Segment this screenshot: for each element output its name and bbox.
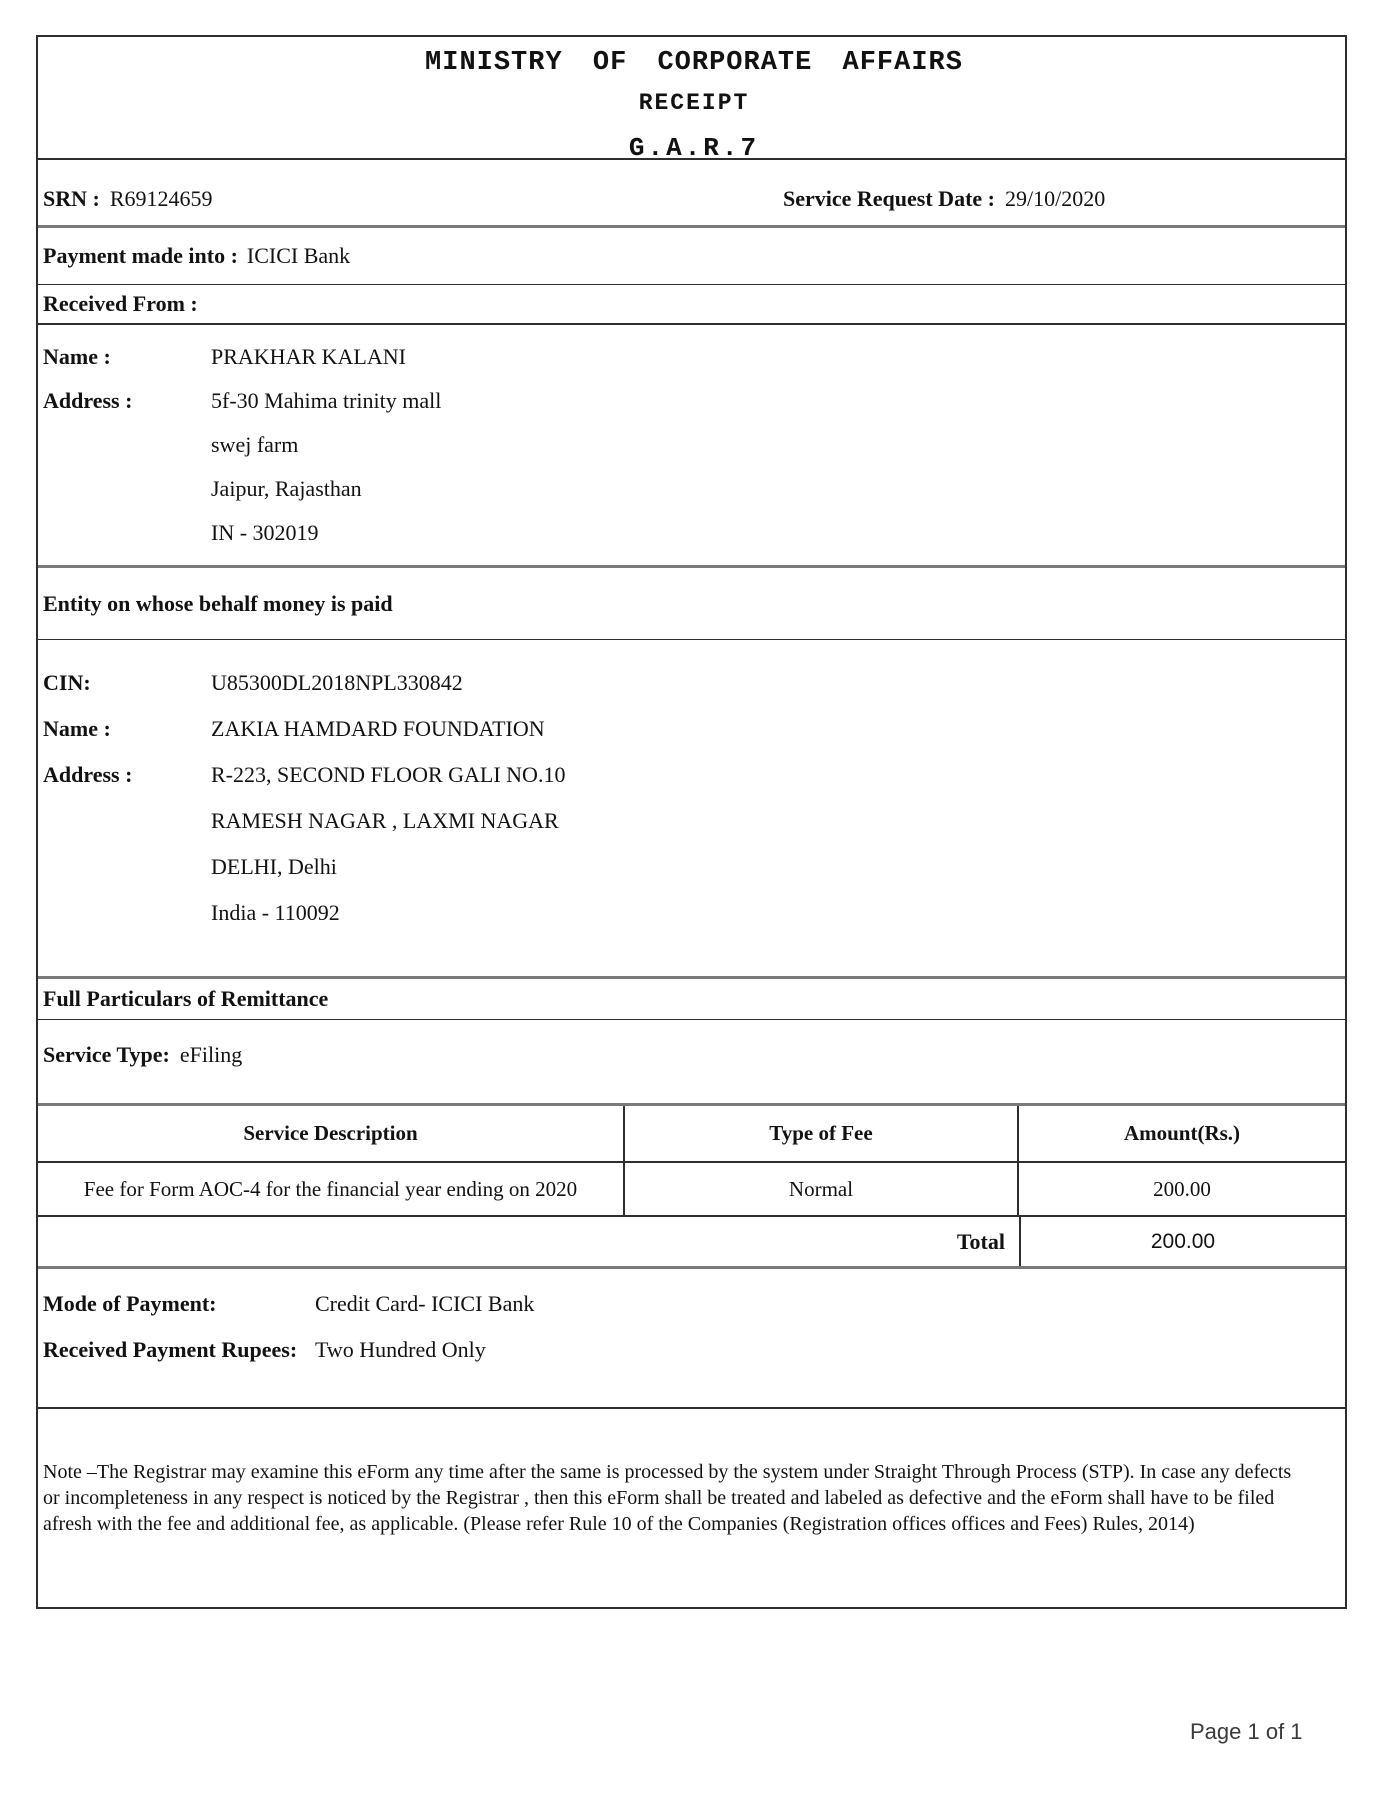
payer-name-row — [43, 335, 1345, 379]
registrar-note-text: Note –The Registrar may examine this eForm any time after the same is processed by the system under Straight Through Process (STP). In case any defects or incompleteness in any respect is noticed by the Registrar , then this eForm shall be treated and labeled as defective and the eForm shall have to be filed afresh with the fee and additional fee, as applicable. (Please refer Rule 10 of the Companies (Registration offices offices and Fees) Rules, 2014) — [43, 1461, 1292, 1535]
entity-address-row — [43, 752, 1345, 798]
payer-name-label: Name : — [43, 344, 111, 369]
receipt-document — [36, 35, 1347, 1609]
payer-address-row — [43, 423, 1345, 467]
service-request-date-field — [783, 186, 1105, 212]
entity-name-label: Name : — [43, 716, 111, 741]
fee-table-header-row — [38, 1106, 1345, 1163]
fee-type-cell: Normal — [625, 1163, 1019, 1215]
entity-details — [38, 640, 1345, 979]
mode-of-payment-label: Mode of Payment: — [43, 1291, 217, 1316]
fee-description-cell: Fee for Form AOC-4 for the financial year ending on 2020 — [38, 1163, 625, 1215]
service-request-date-label: Service Request Date : — [783, 186, 995, 211]
service-type-label: Service Type: — [43, 1042, 170, 1067]
form-number: G.A.R.7 — [628, 133, 760, 163]
entity-name-row — [43, 706, 1345, 752]
entity-address-line: R-223, SECOND FLOOR GALI NO.10 — [211, 762, 566, 787]
srn-label: SRN : — [43, 186, 100, 211]
fee-amount-cell: 200.00 — [1153, 1176, 1211, 1201]
entity-address-row — [43, 844, 1345, 890]
payer-address-line: Jaipur, Rajasthan — [211, 476, 362, 501]
payer-address-label: Address : — [43, 388, 133, 413]
entity-address-row — [43, 798, 1345, 844]
fee-table — [38, 1103, 1345, 1269]
total-label-cell: Total — [38, 1217, 1021, 1266]
received-payment-row — [43, 1327, 1345, 1373]
entity-cin-value: U85300DL2018NPL330842 — [211, 670, 463, 695]
entity-section-label: Entity on whose behalf money is paid — [43, 590, 393, 616]
entity-section-header — [38, 568, 1345, 640]
srn-row — [38, 160, 1345, 228]
payer-address-row — [43, 511, 1345, 555]
received-payment-label: Received Payment Rupees: — [43, 1337, 298, 1362]
entity-address-label: Address : — [43, 762, 133, 787]
service-request-date-value: 29/10/2020 — [1005, 186, 1106, 211]
received-from-section-header — [38, 285, 1345, 325]
payer-address-line: IN - 302019 — [211, 520, 319, 545]
payment-made-into-label: Payment made into : — [43, 243, 238, 268]
payment-made-into-row — [38, 228, 1345, 285]
entity-cin-row — [43, 660, 1345, 706]
fee-table-total-row — [38, 1217, 1345, 1266]
entity-name-value: ZAKIA HAMDARD FOUNDATION — [211, 716, 545, 741]
fee-table-header-amount: Amount(Rs.) — [1123, 1121, 1241, 1145]
remittance-section-label: Full Particulars of Remittance — [43, 986, 329, 1011]
fee-table-row — [38, 1163, 1345, 1217]
payer-address-line: 5f-30 Mahima trinity mall — [211, 388, 442, 413]
remittance-section-header — [38, 979, 1345, 1020]
entity-address-line: India - 110092 — [211, 900, 340, 925]
document-header — [38, 37, 1345, 163]
registrar-note — [38, 1409, 1345, 1607]
service-type-value: eFiling — [179, 1042, 243, 1067]
ministry-title: MINISTRY OF CORPORATE AFFAIRS — [425, 48, 963, 78]
payer-name-value: PRAKHAR KALANI — [211, 344, 406, 369]
received-from-details — [38, 325, 1345, 568]
fee-table-header-service-description: Service Description — [38, 1106, 625, 1161]
payer-address-row — [43, 379, 1345, 423]
payment-made-into-value: ICICI Bank — [246, 243, 351, 268]
service-type-row — [38, 1020, 1345, 1103]
total-amount-cell: 200.00 — [1150, 1229, 1216, 1253]
page-indicator: Page 1 of 1 — [1190, 1719, 1303, 1744]
entity-address-row — [43, 890, 1345, 936]
mode-of-payment-value: Credit Card- ICICI Bank — [315, 1291, 535, 1316]
srn-value: R69124659 — [109, 186, 213, 211]
srn-field — [43, 186, 213, 212]
received-payment-value: Two Hundred Only — [315, 1337, 486, 1362]
fee-table-header-type-of-fee: Type of Fee — [625, 1106, 1019, 1161]
entity-address-line: DELHI, Delhi — [211, 854, 337, 879]
payer-address-row — [43, 467, 1345, 511]
entity-cin-label: CIN: — [43, 670, 91, 695]
payer-address-line: swej farm — [211, 432, 299, 457]
mode-of-payment-row — [43, 1281, 1345, 1327]
received-from-label: Received From : — [43, 291, 198, 316]
entity-address-line: RAMESH NAGAR , LAXMI NAGAR — [211, 808, 559, 833]
payment-details — [38, 1269, 1345, 1409]
receipt-subtitle: RECEIPT — [638, 90, 750, 116]
